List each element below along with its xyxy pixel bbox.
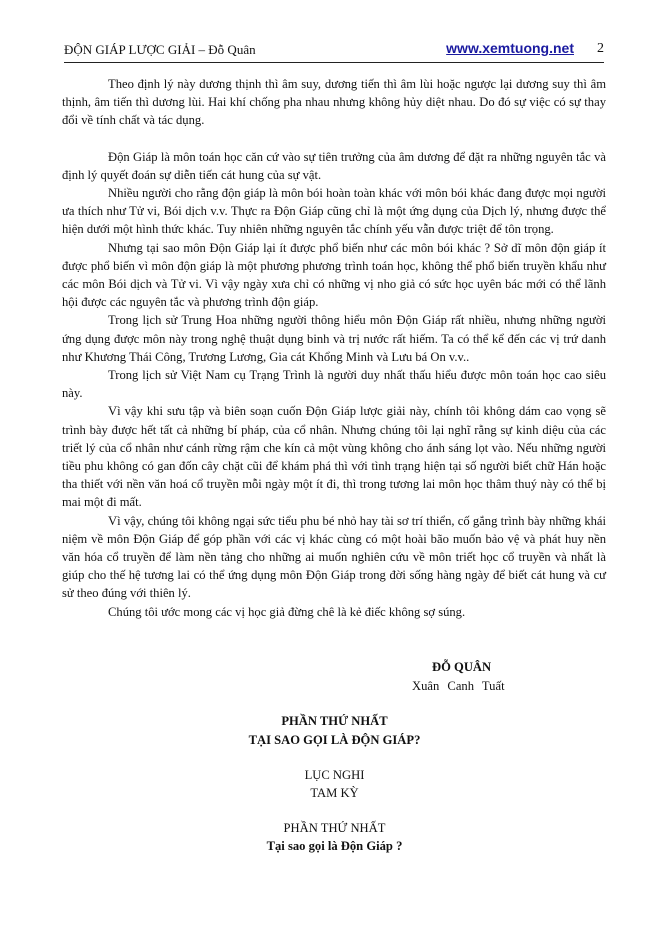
signature-block	[412, 658, 562, 696]
paragraph: Trong lịch sử Việt Nam cụ Trạng Trình là người duy nhất thấu hiểu được môn toán học cao siêu này.	[62, 368, 606, 401]
section-heading: TAM KỲ	[310, 786, 359, 800]
signature-year: Xuân Canh Tuất	[412, 679, 505, 693]
page-header	[64, 40, 604, 63]
part-subtitle-repeat: Tại sao gọi là Độn Giáp ?	[266, 839, 403, 853]
author-name: ĐỖ QUÂN	[432, 660, 492, 674]
paragraph: Chúng tôi ước mong các vị học giả đừng chê là kẻ điếc không sợ súng.	[108, 604, 466, 619]
paragraph: Độn Giáp là môn toán học căn cứ vào sự tiên trưởng của âm dương để đặt ra những nguyên tắc và định lý quyết đoán sự diễn tiến cát hung của sự vật.	[62, 149, 606, 182]
paragraph: Vì vậy khi sưu tập và biên soạn cuốn Độn Giáp lược giải này, chính tôi không dám cao vọng sẽ trình bày được hết tất cả những bí pháp, của cổ nhân. Nhưng chúng tôi lại nghĩ rằng sự kinh diệu của các triết lý của cổ nhân như cánh rừng rậm che kín cả một vùng không cho ánh sáng lọt vào. Nếu những người tiều phu không có gan đốn cây chặt cũi để khám phá thì với tình trạng hiện tại số người biết chữ Hán hoặc tha thiết với nền văn hoá cổ truyền mỗi ngày một ít đi, thì trong tương lai môn học thâm thuý này có thể bị mai một đi mất.	[62, 404, 606, 510]
paragraph: Nhiều người cho rằng độn giáp là môn bói hoàn toàn khác với môn bói khác đang được mọi người ưa thích như Tử vi, Bói dịch v.v. Thực ra Độn Giáp cũng chỉ là một ứng dụng của Dịch lý, nhưng được thể hiện dưới một hình thức khác. Tuy nhiên những nguyên tắc chính yếu vẫn được triệt để tôn trọng.	[62, 186, 606, 237]
section-heading: LỤC NGHI	[304, 768, 365, 782]
paragraph: Trong lịch sử Trung Hoa những người thông hiểu môn Độn Giáp rất nhiều, nhưng những người ứng dụng được môn này trong nghệ thuật dụng binh và trị nước rất hiếm. Ta có thể kể đến các vị trứ danh như Khương Thái Công, Trương Lương, Gia cát Khổng Minh và Lưu bá On v.v..	[62, 313, 606, 364]
paragraph: Nhưng tại sao môn Độn Giáp lại ít được phổ biến như các môn bói khác ? Sở dĩ môn độn giáp ít được phổ biến vì môn độn giáp là một phương phương trình toán học, không thể phổ biến truyền khẩu như các môn Bói dịch và Tử vi. Vì vậy ngày xưa chỉ có những vị nho giả có sức học uyên bác mới có thể lãnh hội được các nguyên tắc và phương trình độn giáp.	[62, 240, 606, 310]
part-heading-repeat: PHẦN THỨ NHẤT	[283, 821, 386, 835]
document-title: ĐỘN GIÁP LƯỢC GIẢI – Đỗ Quân	[64, 42, 256, 57]
page-number: 2	[597, 41, 604, 56]
website-link[interactable]: www.xemtuong.net	[446, 40, 574, 56]
part-heading: PHẦN THỨ NHẤT	[281, 714, 388, 728]
part-subtitle: TẠI SAO GỌI LÀ ĐỘN GIÁP?	[248, 733, 421, 747]
body-text	[62, 75, 606, 621]
paragraph: Theo định lý này dương thịnh thì âm suy, dương tiến thì âm lùi hoặc ngược lại dương suy thì âm thịnh, âm tiến thì dương lùi. Hai khí chống pha nhau nhưng không hủy diệt nhau. Do đó sự việc có sự thay đổi về tính chất và tác dụng.	[62, 77, 606, 128]
paragraph: Vì vậy, chúng tôi không ngại sức tiểu phu bé nhỏ hay tài sơ trí thiển, cố gắng trình bày những khái niệm về môn Độn Giáp để góp phần với các vị khác cùng có một hoài bão muốn bảo vệ và phát huy nền văn hóa cổ truyền để làm nền tảng cho những ai muốn nghiên cứu về môn triết học cổ truyền và nhất là giúp cho thế hệ tương lai có thể ứng dụng môn Độn Giáp trong đời sống hàng ngày để biết cát hung và cư sử theo đúng với thiên lý.	[62, 513, 606, 601]
